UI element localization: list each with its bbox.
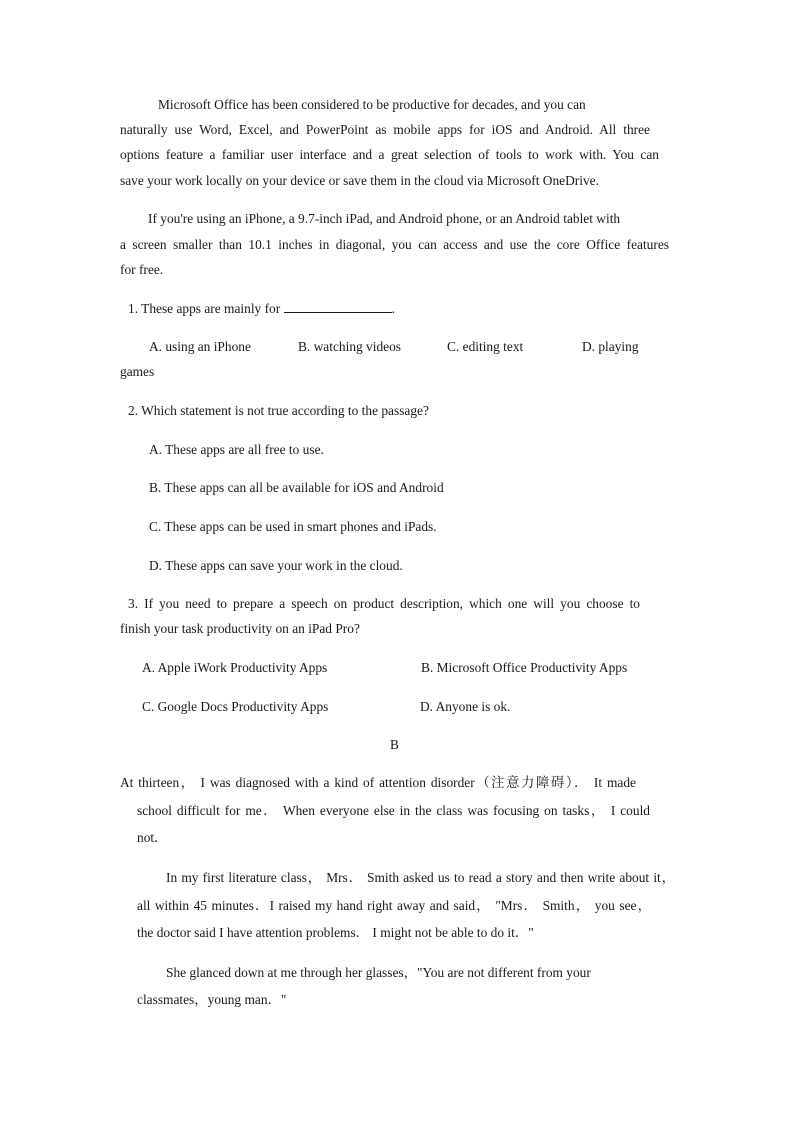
passage-a-p1-line2: naturally use Word, Excel, and PowerPoint as mobile apps for iOS and Android. All three [120, 122, 650, 137]
question-3-option-c: C. Google Docs Productivity Apps [142, 699, 329, 714]
question-1-option-d: D. playing [582, 339, 639, 354]
section-b-heading: B [390, 737, 399, 752]
question-3-stem-line1: 3. If you need to prepare a speech on product description, which one will you choose to [128, 596, 640, 611]
question-1-option-a: A. using an iPhone [149, 339, 251, 354]
passage-a-p2-line3: for free. [120, 262, 164, 277]
question-1-stem [128, 299, 395, 318]
question-1-option-b: B. watching videos [298, 339, 402, 354]
passage-a-p2-line1: If you're using an iPhone, a 9.7-inch iPad, and Android phone, or an Android tablet with [148, 211, 621, 226]
passage-a-p1-line1: Microsoft Office has been considered to be productive for decades, and you can [158, 97, 586, 112]
question-1-option-c: C. editing text [447, 339, 524, 354]
question-2-option-d: D. These apps can save your work in the cloud. [149, 558, 403, 573]
question-3-option-b: B. Microsoft Office Productivity Apps [421, 660, 628, 675]
section-b-p2-line3: the doctor said I have attention problems． I might not be able to do it．" [137, 925, 534, 940]
question-1-option-d-wrap: games [120, 364, 155, 379]
question-2-stem: 2. Which statement is not true according to the passage? [128, 403, 429, 418]
section-b-p3-line1: She glanced down at me through her glasses，"You are not different from your [166, 965, 591, 980]
section-b-p2-line2: all within 45 minutes．I raised my hand right away and said， "Mrs． Smith， you see， [137, 898, 651, 913]
question-3-option-d: D. Anyone is ok. [420, 699, 511, 714]
question-2-option-b: B. These apps can all be available for iOS and Android [149, 480, 444, 495]
question-2-option-c: C. These apps can be used in smart phones and iPads. [149, 519, 437, 534]
passage-a-p2-line2: a screen smaller than 10.1 inches in diagonal, you can access and use the core Office features [120, 237, 669, 252]
question-1-text: 1. These apps are mainly for [128, 301, 281, 316]
section-b-p1-line1: At thirteen， I was diagnosed with a kind of attention disorder（注意力障碍）． It made [120, 775, 636, 790]
passage-a-p1-line4: save your work locally on your device or save them in the cloud via Microsoft OneDrive. [120, 173, 599, 188]
question-3-option-a: A. Apple iWork Productivity Apps [142, 660, 328, 675]
section-b-p3-line2: classmates，young man．" [137, 992, 287, 1007]
question-3-stem-line2: finish your task productivity on an iPad Pro? [120, 621, 360, 636]
section-b-p2-line1: In my first literature class， Mrs． Smith asked us to read a story and then write about it， [166, 870, 675, 885]
section-b-p1-line2: school difficult for me． When everyone else in the class was focusing on tasks， I could [137, 803, 650, 818]
passage-a-p1-line3: options feature a familiar user interface and a great selection of tools to work with. You can [120, 147, 659, 162]
question-2-option-a: A. These apps are all free to use. [149, 442, 324, 457]
answer-blank [284, 299, 392, 313]
question-1-end: . [391, 301, 395, 316]
section-b-p1-line3: not． [137, 830, 168, 845]
